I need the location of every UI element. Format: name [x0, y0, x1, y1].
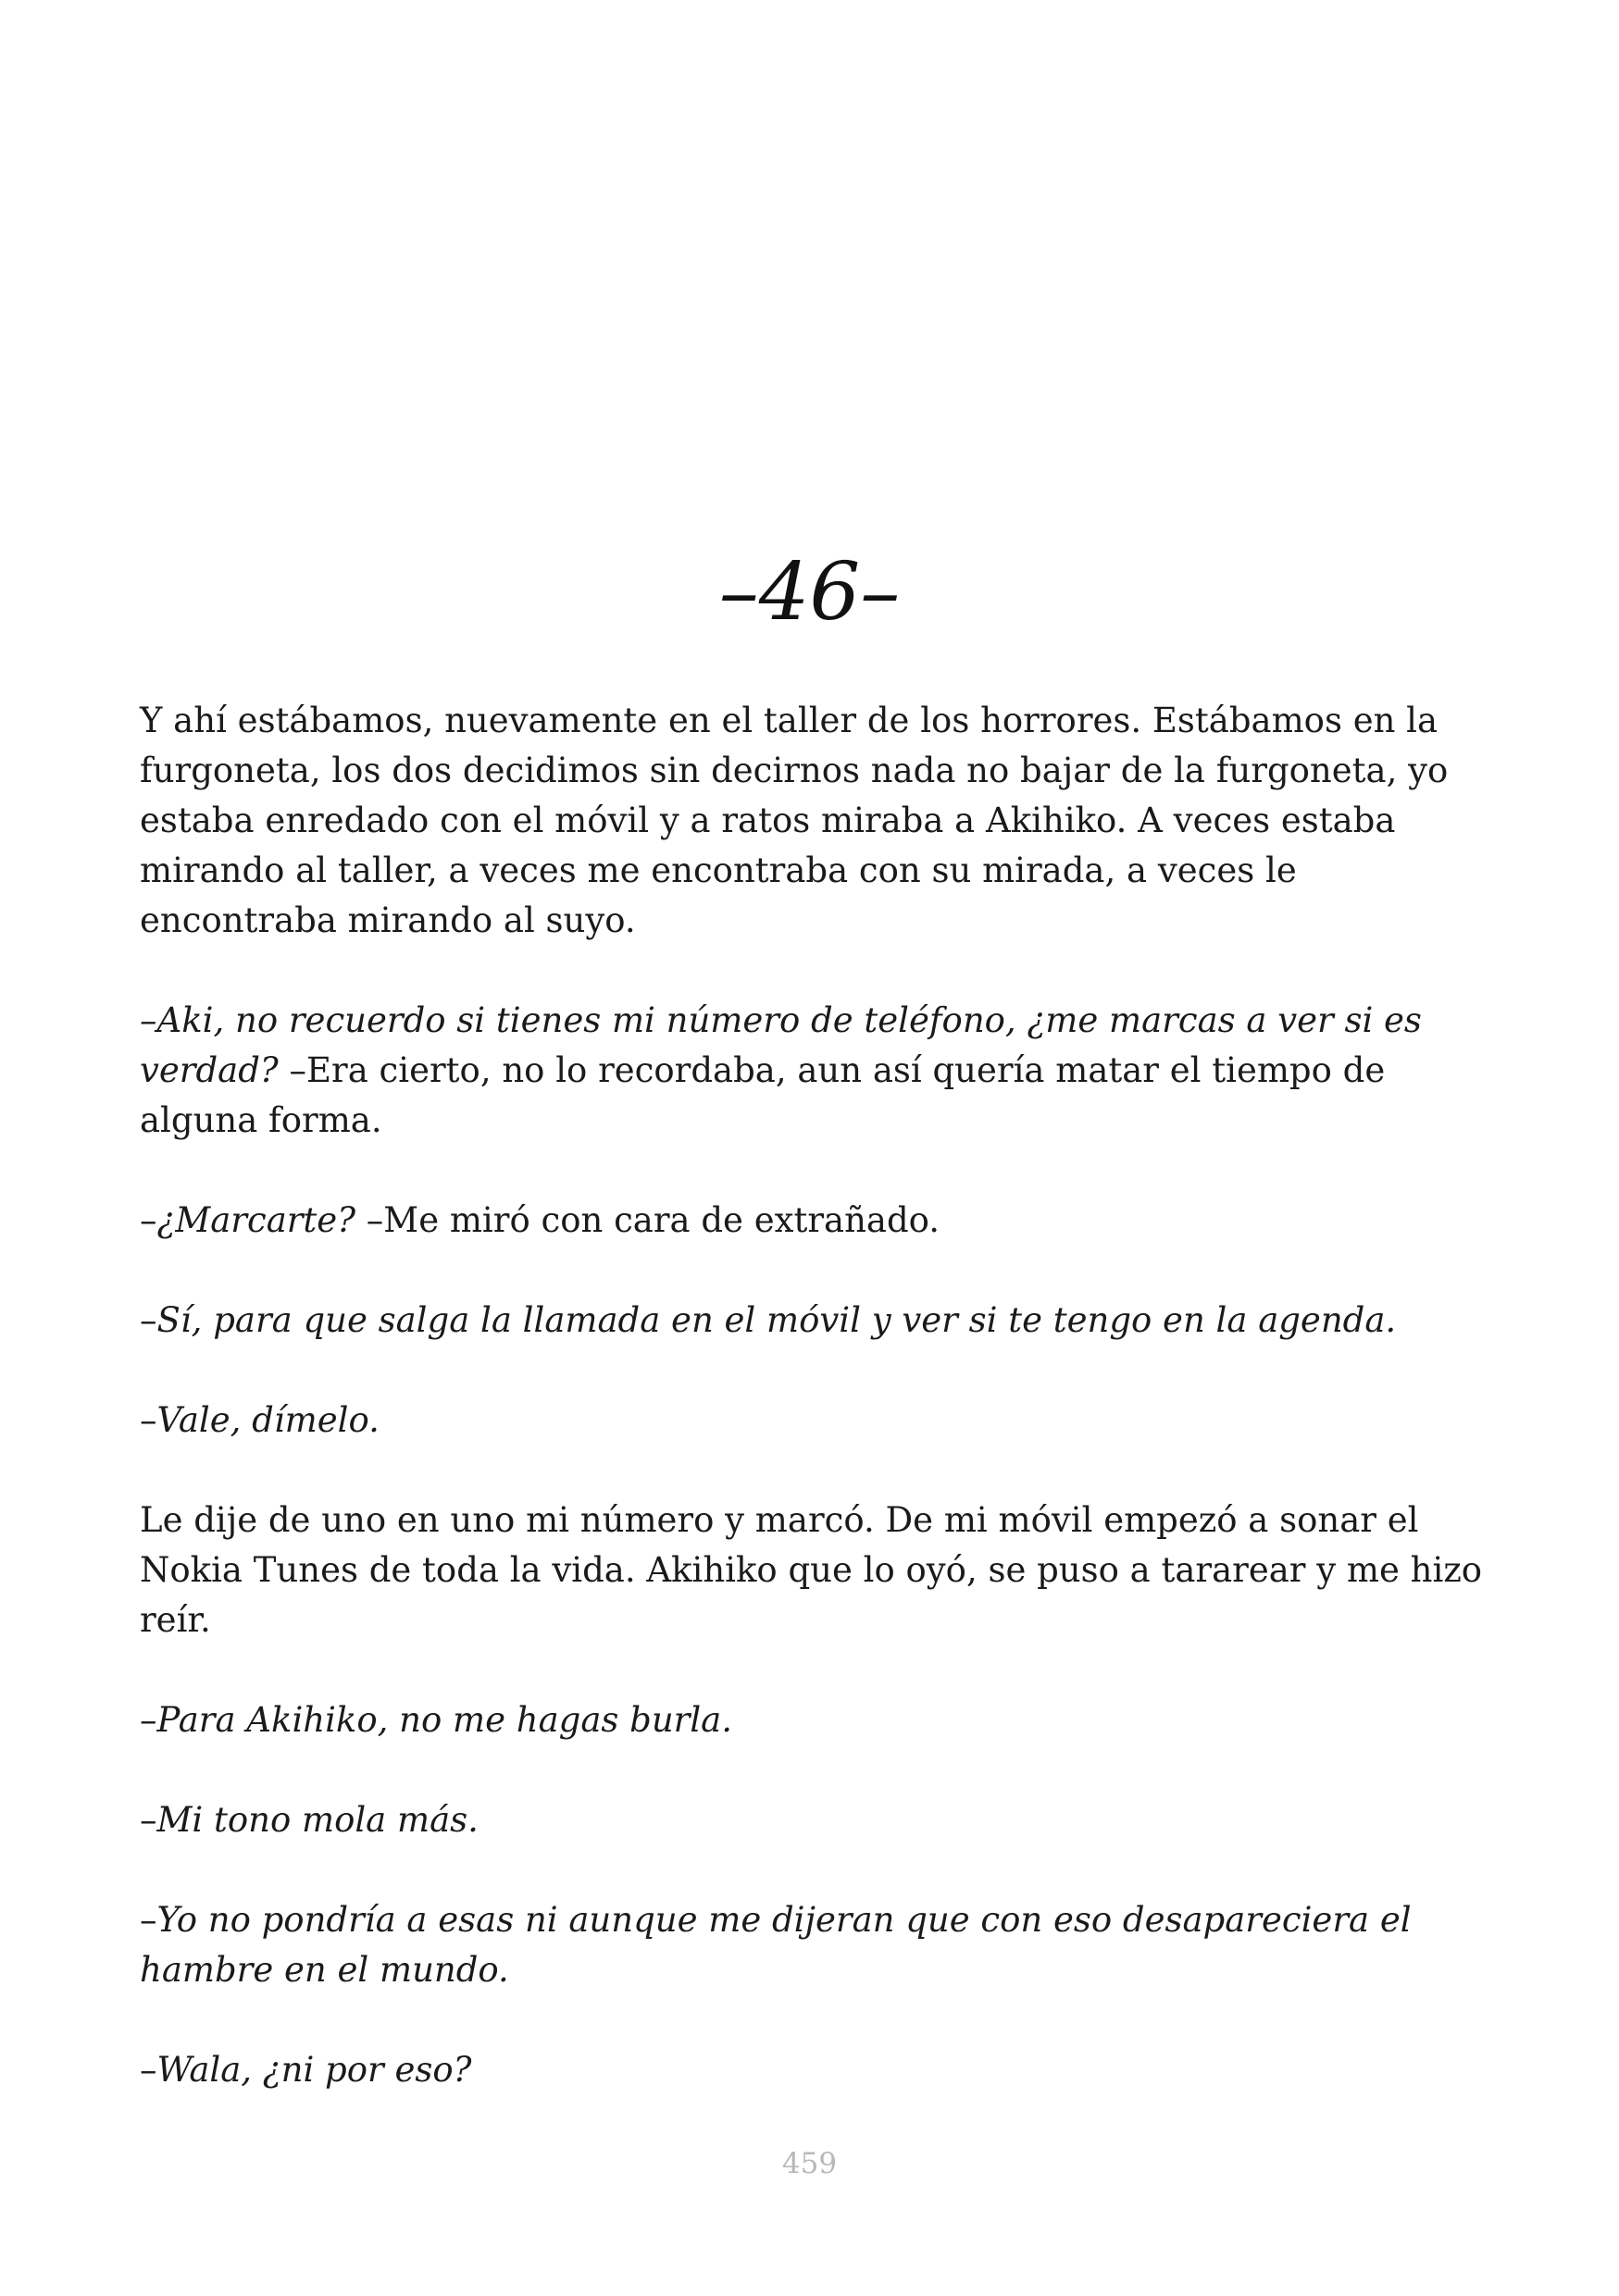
- page-number: 459: [781, 2147, 838, 2180]
- text-run: –: [140, 1900, 157, 1940]
- paragraph: [140, 1795, 1491, 1845]
- paragraph: [140, 1695, 1491, 1745]
- italic-text: Para Akihiko, no me hagas burla.: [156, 1700, 733, 1740]
- text-run: Y ahí estábamos, nuevamente en el taller de los horrores. Estábamos en la furgoneta, los dos decidimos sin decirnos nada no bajar de la furgoneta, yo estaba enredado con el móvil y a ratos miraba a Akihiko. A veces estaba mirando al taller, a veces me encontraba con su mirada, a veces le encontraba mirando al suyo.: [140, 701, 1449, 940]
- text-run: –: [140, 1200, 157, 1240]
- text-run: –: [140, 1300, 157, 1340]
- italic-text: Sí, para que salga la llamada en el móvil y ver si te tengo en la agenda.: [156, 1300, 1397, 1340]
- italic-text: Wala, ¿ni por eso?: [156, 2050, 472, 2090]
- text-run: –: [140, 1800, 157, 1840]
- paragraph: [140, 996, 1491, 1146]
- paragraph: [140, 1196, 1491, 1246]
- text-run: Le dije de uno en uno mi número y marcó. De mi móvil empezó a sonar el Nokia Tunes de toda la vida. Akihiko que lo oyó, se puso a tararear y me hizo reír.: [140, 1500, 1483, 1640]
- chapter-title: –46–: [718, 546, 901, 639]
- body-text: [140, 696, 1491, 2145]
- paragraph: [140, 1296, 1491, 1346]
- paragraph: [140, 1496, 1491, 1645]
- text-run: –: [140, 1400, 157, 1440]
- italic-text: ¿Marcarte?: [156, 1200, 356, 1240]
- text-run: –Me miró con cara de extrañado.: [355, 1200, 940, 1240]
- italic-text: Mi tono mola más.: [156, 1800, 479, 1840]
- italic-text: Vale, dímelo.: [156, 1400, 380, 1440]
- paragraph: [140, 696, 1491, 946]
- paragraph: [140, 2045, 1491, 2095]
- paragraph: [140, 1396, 1491, 1446]
- paragraph: [140, 1895, 1491, 1995]
- text-run: –: [140, 2050, 157, 2090]
- italic-text: –Aki, no recuerdo si tienes mi número de teléfono, ¿me marcas a ver si es verdad?: [140, 1000, 1422, 1090]
- text-run: –Era cierto, no lo recordaba, aun así quería matar el tiempo de alguna forma.: [140, 1050, 1386, 1140]
- text-run: –: [140, 1700, 157, 1740]
- italic-text: Yo no pondría a esas ni aunque me dijeran que con eso desapareciera el hambre en el mundo.: [140, 1900, 1412, 1990]
